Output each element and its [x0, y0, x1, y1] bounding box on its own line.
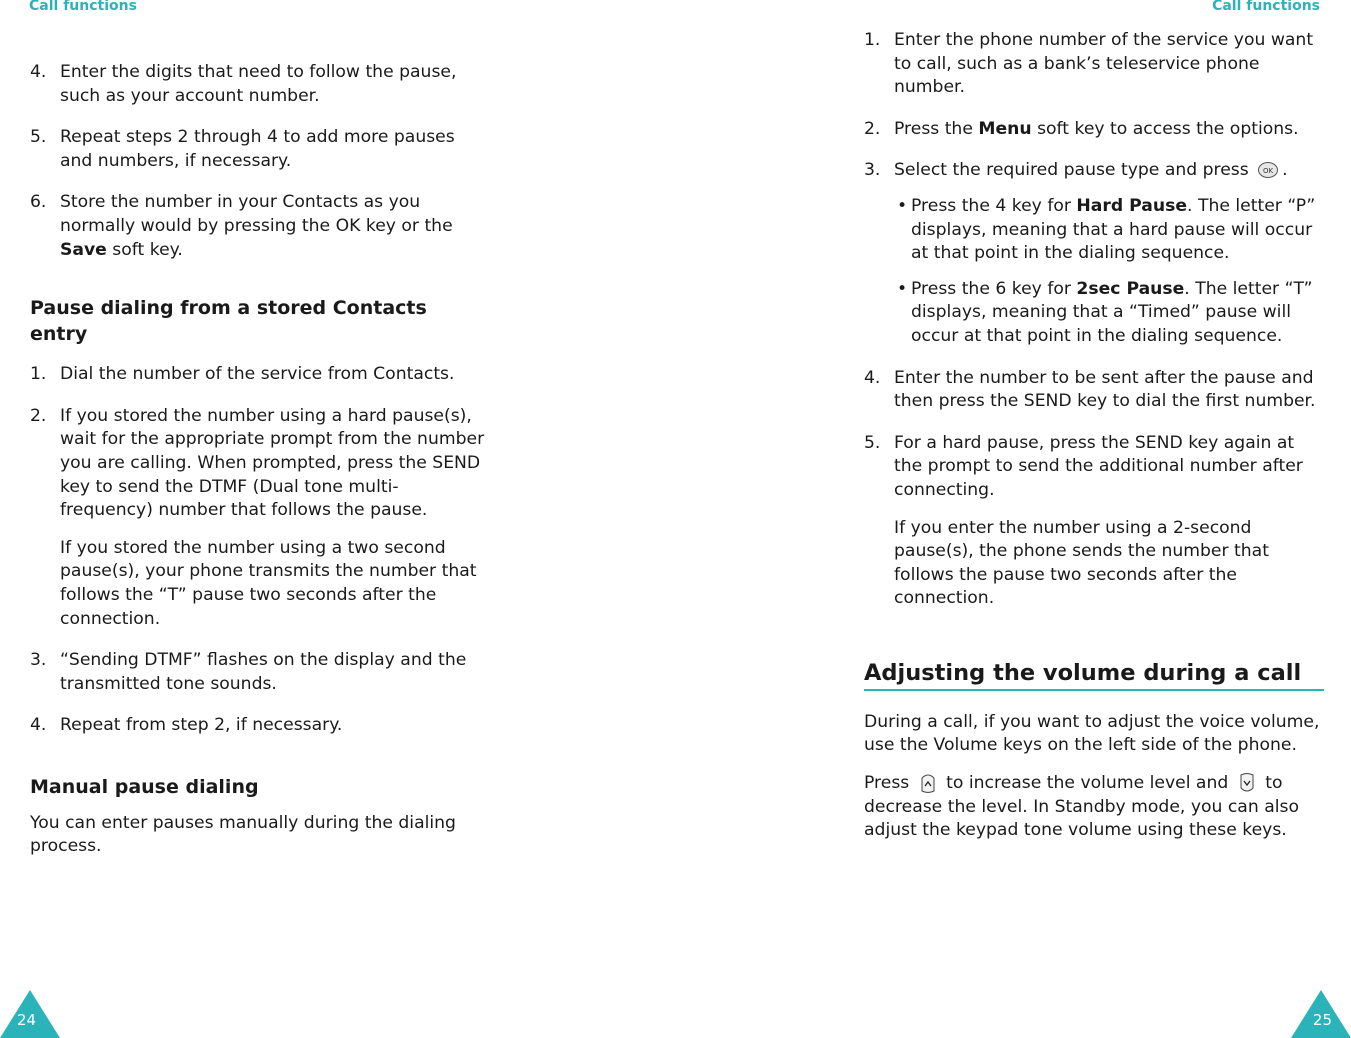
para-text: to increase the volume level and [946, 773, 1229, 794]
list-item [864, 367, 1324, 414]
ok-key-icon [1257, 161, 1279, 179]
list-item [30, 649, 485, 696]
list-item [864, 159, 1324, 348]
step-text: Enter the digits that need to follow the pause, such as your account number. [60, 62, 457, 106]
list-item [30, 191, 485, 262]
page-number: 25 [1312, 1011, 1332, 1029]
para-text: to decrease the level. In Standby mode, you can also adjust the keypad tone volume using these keys. [864, 773, 1299, 841]
body-paragraph [864, 772, 1324, 843]
step-number: 5. [30, 127, 47, 148]
list-item [864, 118, 1324, 142]
section-title: Adjusting the volume during a call [864, 659, 1324, 691]
running-header: Call functions [1212, 0, 1320, 14]
step-text: “Sending DTMF” flashes on the display and the transmitted tone sounds. [60, 650, 467, 694]
step-text: Enter the number to be sent after the pause and then press the SEND key to dial the first number. [894, 367, 1316, 412]
section-heading: Manual pause dialing [30, 775, 259, 798]
step-continuation: If you stored the number using a two second pause(s), your phone transmits the number that follows the “T” pause two seconds after the connection. [60, 537, 477, 629]
bullet-glyph: • [897, 278, 908, 299]
left-content [30, 61, 485, 873]
step-number: 3. [864, 160, 881, 181]
para-text: Press [864, 773, 910, 794]
step-text: For a hard pause, press the SEND key again at the prompt to send the additional number after connecting. [894, 432, 1303, 500]
step-number: 2. [30, 405, 47, 426]
body-paragraph: You can enter pauses manually during the dialing process. [30, 812, 456, 857]
list-item [30, 714, 485, 738]
bullet-text: . The letter “T” displays, meaning that a “Timed” pause will occur at that point in the dialing sequence. [911, 278, 1313, 346]
step-continuation: If you enter the number using a 2-second pause(s), the phone sends the number that follows the pause two seconds after the connection. [894, 517, 1269, 609]
step-text: Dial the number of the service from Contacts. [60, 364, 455, 385]
list-item [30, 61, 485, 108]
step-number: 3. [30, 650, 47, 671]
step-number: 1. [30, 364, 47, 385]
section-heading: Pause dialing from a stored Contacts entry [30, 297, 427, 346]
step-number: 4. [30, 62, 47, 82]
list-item [864, 432, 1324, 611]
step-text: Select the required pause type and press [894, 160, 1249, 181]
list-item [894, 195, 1324, 266]
2sec-pause-label: 2sec Pause [1076, 278, 1185, 299]
step-text: Repeat from step 2, if necessary. [60, 715, 343, 736]
page-number: 24 [17, 1011, 37, 1029]
list-item [864, 29, 1324, 100]
right-content [864, 29, 1324, 857]
step-text: Press the [894, 118, 979, 139]
step-text: soft key to access the options. [1031, 118, 1299, 139]
volume-down-key-icon [1237, 772, 1257, 794]
step-text: Store the number in your Contacts as you normally would by pressing the OK key or the [60, 192, 453, 236]
hard-pause-label: Hard Pause [1076, 195, 1188, 216]
step-number: 4. [30, 715, 47, 736]
step-text: . [1282, 160, 1288, 181]
bullet-text: Press the 4 key for [911, 195, 1077, 216]
bullet-glyph: • [897, 195, 908, 216]
menu-key-label: Menu [978, 118, 1032, 139]
running-header: Call functions [29, 0, 137, 14]
step-text: If you stored the number using a hard pause(s), wait for the appropriate prompt from the number you are calling. When prompted, press the SEND key to send the DTMF (Dual tone multi-frequency) number that follows the pause. [60, 405, 485, 521]
left-page [0, 0, 675, 1038]
step-number: 5. [864, 432, 881, 453]
step-number: 2. [864, 118, 881, 139]
ok-key-label: OK [1263, 167, 1274, 176]
step-text: soft key. [106, 239, 183, 260]
step-number: 4. [864, 367, 881, 388]
list-item [30, 126, 485, 173]
volume-up-key-icon [918, 772, 938, 794]
list-item [894, 278, 1324, 349]
right-page [676, 0, 1351, 1038]
list-item [30, 405, 485, 631]
bullet-text: Press the 6 key for [911, 278, 1077, 299]
step-number: 6. [30, 192, 47, 213]
bullet-text: . The letter “P” displays, meaning that a hard pause will occur at that point in the dialing sequence. [911, 195, 1316, 264]
step-text: Enter the phone number of the service you want to call, such as a bank’s teleservice phone number. [894, 30, 1314, 98]
save-key-label: Save [60, 239, 107, 260]
step-number: 1. [864, 30, 881, 50]
step-text: Repeat steps 2 through 4 to add more pauses and numbers, if necessary. [60, 127, 455, 171]
body-paragraph: During a call, if you want to adjust the voice volume, use the Volume keys on the left side of the phone. [864, 711, 1320, 756]
list-item [30, 363, 485, 387]
